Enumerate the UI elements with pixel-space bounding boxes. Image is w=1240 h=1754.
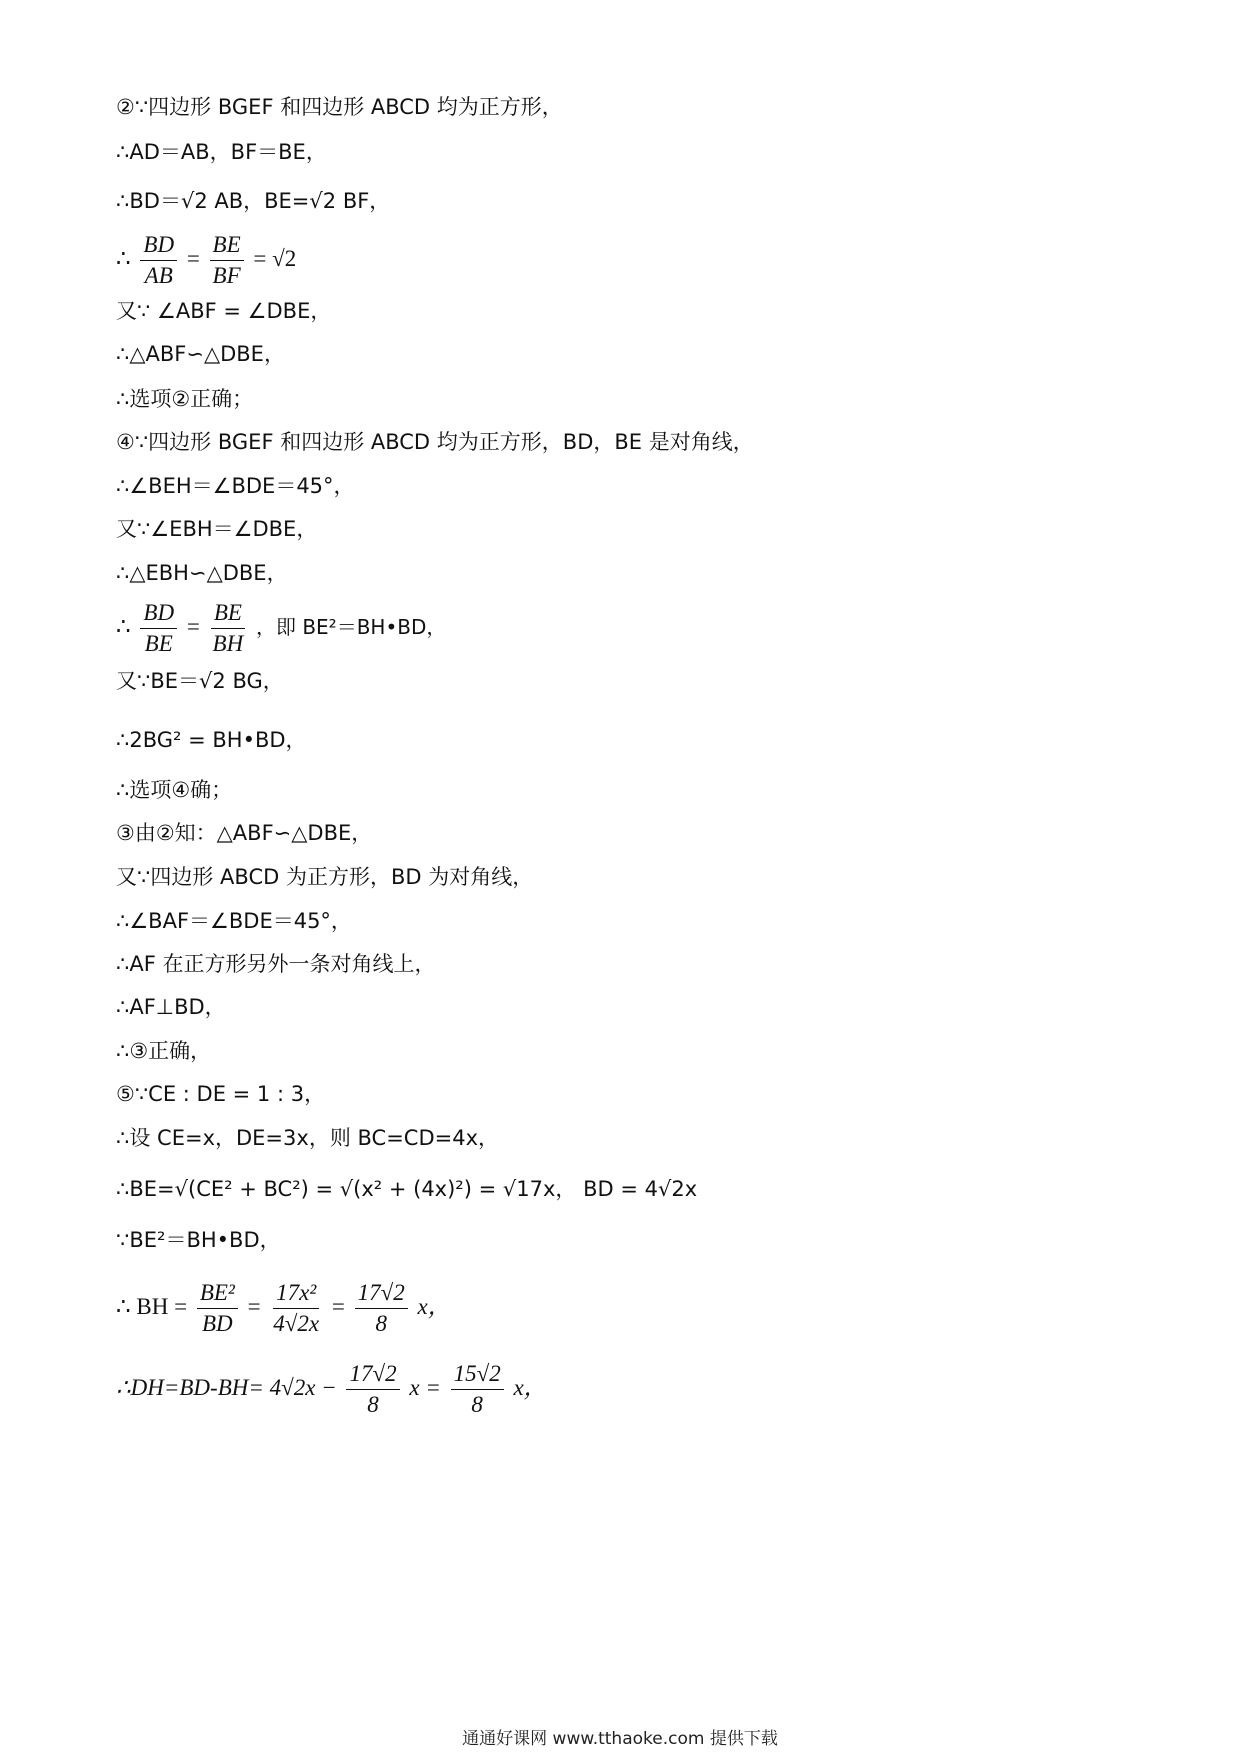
fraction	[140, 600, 177, 657]
fraction	[451, 1361, 504, 1418]
equals: =	[247, 1293, 261, 1319]
suffix: = √2	[253, 245, 297, 271]
text-line: ∴BD＝√2 AB，BE=√2 BF，	[116, 189, 391, 213]
equation-line	[116, 232, 296, 289]
equals: =	[186, 613, 200, 639]
text-line: ∴BE=√(CE² + BC²) = √(x² + (4x)²) = √17x， BD = 4√2x	[116, 1177, 698, 1201]
text-line: ∴AD＝AB，BF＝BE，	[116, 140, 327, 164]
text-line: 又∵∠EBH＝∠DBE，	[116, 517, 318, 541]
fraction	[197, 1280, 238, 1337]
text-line: ⑤∵CE : DE = 1 : 3，	[116, 1082, 326, 1106]
text-line: ②∵四边形 BGEF 和四边形 ABCD 均为正方形，	[116, 95, 563, 119]
suffix: x，	[417, 1293, 451, 1319]
fraction	[210, 600, 247, 657]
denominator: 4√2x	[273, 1311, 320, 1336]
text-line: 又∵ ∠ABF = ∠DBE，	[116, 299, 332, 323]
numerator: 17√2	[355, 1280, 408, 1309]
denominator: BH	[212, 631, 244, 656]
numerator: BE²	[197, 1280, 238, 1309]
fraction	[355, 1280, 408, 1337]
text-line: ④∵四边形 BGEF 和四边形 ABCD 均为正方形，BD，BE 是对角线，	[116, 430, 754, 454]
text-line: ∴△ABF∽△DBE，	[116, 342, 285, 366]
fraction	[346, 1361, 399, 1418]
equation-line	[116, 1361, 547, 1418]
numerator: BD	[140, 232, 177, 261]
numerator: 17√2	[346, 1361, 399, 1390]
equation-line	[116, 600, 446, 657]
numerator: 17x²	[273, 1280, 319, 1309]
suffix: ，即 BE²＝BH•BD，	[255, 614, 447, 639]
numerator: 15√2	[451, 1361, 504, 1390]
text-line: ∴AF 在正方形另外一条对角线上，	[116, 952, 436, 976]
prefix: ∴	[116, 245, 131, 271]
text-line: ③由②知：△ABF∽△DBE，	[116, 821, 373, 845]
fraction	[270, 1280, 322, 1337]
prefix: ∴ BH =	[116, 1293, 188, 1319]
denominator: 8	[375, 1311, 387, 1336]
denominator: BE	[144, 631, 173, 656]
equals: x =	[409, 1374, 441, 1400]
denominator: 8	[471, 1392, 483, 1417]
text-line: ∴∠BEH＝∠BDE＝45°，	[116, 474, 355, 498]
text-line: ∴2BG² = BH•BD，	[116, 728, 307, 752]
denominator: BD	[201, 1311, 233, 1336]
equals: =	[186, 245, 200, 271]
text-line: ∴选项②正确；	[116, 387, 254, 411]
numerator: BD	[140, 600, 177, 629]
numerator: BE	[210, 232, 244, 261]
equation-line	[116, 1280, 451, 1337]
text-line: ∴AF⊥BD，	[116, 995, 226, 1019]
numerator: BE	[211, 600, 245, 629]
suffix: x，	[513, 1374, 547, 1400]
denominator: AB	[144, 263, 173, 288]
prefix: ∴DH=BD-BH= 4√2x −	[116, 1374, 337, 1400]
denominator: 8	[367, 1392, 379, 1417]
text-line: 又∵四边形 ABCD 为正方形，BD 为对角线，	[116, 865, 534, 889]
text-line: ∴选项④确；	[116, 778, 233, 802]
fraction	[210, 232, 244, 289]
denominator: BF	[212, 263, 241, 288]
text-line: ∴△EBH∽△DBE，	[116, 561, 288, 585]
fraction	[140, 232, 177, 289]
text-line: 又∵BE＝√2 BG，	[116, 669, 284, 693]
page-footer: 通通好课网 www.tthaoke.com 提供下载	[462, 1729, 778, 1749]
text-line: ∴∠BAF＝∠BDE＝45°，	[116, 909, 352, 933]
equals: =	[331, 1293, 345, 1319]
text-line: ∴设 CE=x，DE=3x，则 BC=CD=4x，	[116, 1126, 500, 1150]
prefix: ∴	[116, 613, 131, 639]
text-line: ∵BE²＝BH•BD，	[116, 1228, 281, 1252]
text-line: ∴③正确，	[116, 1039, 212, 1063]
